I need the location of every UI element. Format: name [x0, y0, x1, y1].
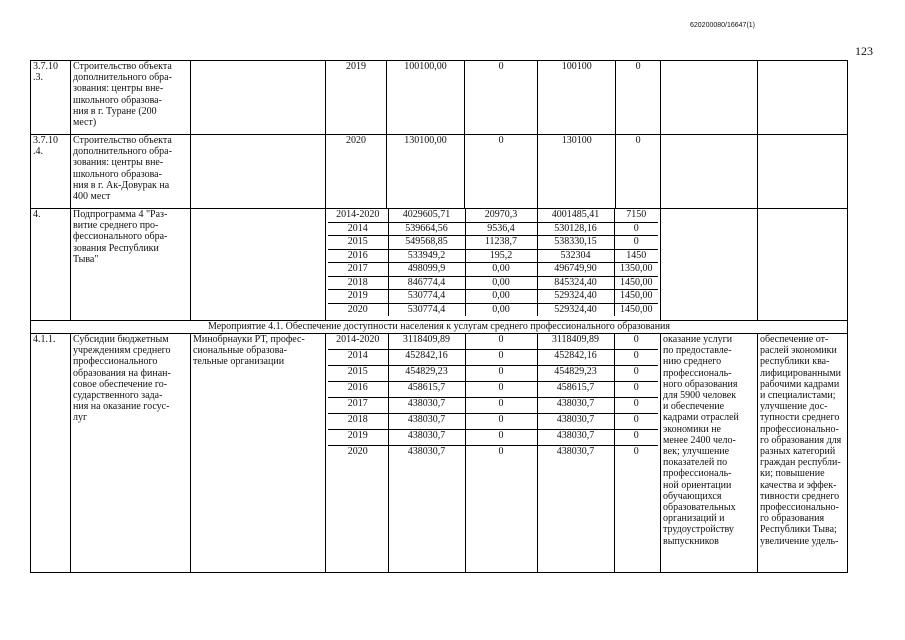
year: 2015 — [328, 366, 388, 382]
year: 2014 — [328, 350, 388, 366]
republic: 454829,23 — [537, 366, 614, 382]
total: 130100,00 — [386, 135, 464, 209]
local: 0 — [616, 61, 661, 135]
result — [758, 135, 848, 209]
local: 0 — [614, 334, 658, 350]
federal: 11238,7 — [465, 236, 537, 250]
year-row — [328, 249, 658, 263]
year-row — [328, 290, 658, 304]
indicator — [661, 61, 758, 135]
republic: 530128,16 — [537, 222, 614, 236]
republic: 538330,15 — [537, 236, 614, 250]
republic: 4001485,41 — [537, 209, 614, 222]
indicator — [661, 135, 758, 209]
row-number: 3.7.10 .4. — [31, 135, 71, 209]
republic: 845324,40 — [537, 276, 614, 290]
local: 0 — [614, 222, 658, 236]
table-row — [31, 334, 848, 573]
year: 2014-2020 — [336, 209, 380, 220]
year: 2019 — [328, 290, 388, 304]
local: 0 — [614, 398, 658, 414]
year-row — [328, 222, 658, 236]
section-title: Мероприятие 4.1. Обеспечение доступности населения к услугам среднего профессионального образования — [31, 321, 848, 334]
federal: 0,00 — [465, 276, 537, 290]
table-row — [31, 135, 848, 209]
total: 452842,16 — [388, 350, 465, 366]
total: 549568,85 — [388, 236, 465, 250]
total: 438030,7 — [388, 446, 465, 573]
republic: 438030,7 — [537, 414, 614, 430]
year: 2018 — [328, 276, 388, 290]
local: 0 — [614, 446, 658, 573]
total: 438030,7 — [388, 398, 465, 414]
executor: Минобрнауки РТ, профес- сиональные образова- тельные организации — [191, 334, 326, 573]
total: 458615,7 — [388, 382, 465, 398]
row-number: 4. — [31, 209, 71, 321]
federal: 0 — [465, 430, 537, 446]
federal: 20970,3 — [465, 209, 537, 222]
federal: 0 — [465, 350, 537, 366]
executor — [191, 61, 326, 135]
year-row — [328, 382, 658, 398]
indicator — [661, 209, 758, 321]
table-row — [31, 209, 848, 321]
local: 1450,00 — [614, 276, 658, 290]
activity-years-cell — [326, 334, 661, 573]
year-row — [328, 236, 658, 250]
year: 2018 — [328, 414, 388, 430]
executor — [191, 135, 326, 209]
federal: 9536,4 — [465, 222, 537, 236]
total: 533949,2 — [388, 249, 465, 263]
local: 0 — [614, 350, 658, 366]
year: 2014 — [328, 222, 388, 236]
local: 1450,00 — [614, 290, 658, 304]
year-row — [328, 446, 658, 573]
republic: 100100 — [538, 61, 616, 135]
result: обеспечение от- раслей экономики республики ква- лифицированными рабочими кадрами и специалистами; улучшение дос- тупности среднего профессионально- го образования для разных категорий граждан республи- ки; повышение качества и эффек- тивности среднего профессионально- го образования Республики Тыва; увеличение удель- — [758, 334, 848, 573]
page-number: 123 — [855, 44, 873, 58]
year-row — [328, 414, 658, 430]
section-row — [31, 321, 848, 334]
local: 1450,00 — [614, 303, 658, 316]
local: 0 — [614, 382, 658, 398]
republic: 438030,7 — [537, 430, 614, 446]
program-table — [30, 60, 848, 573]
federal: 0 — [465, 366, 537, 382]
federal: 0 — [465, 61, 538, 135]
year-row — [328, 263, 658, 277]
year-row — [328, 366, 658, 382]
republic: 529324,40 — [537, 290, 614, 304]
local: 1350,00 — [614, 263, 658, 277]
total: 438030,7 — [388, 414, 465, 430]
federal: 0 — [465, 135, 538, 209]
federal: 0 — [465, 382, 537, 398]
total: 3118409,89 — [388, 334, 465, 350]
indicator: оказание услуги по предоставле- нию среднего профессиональ- ного образования для 5900 человек и обеспечение кадрами отраслей экономики не менее 2400 чело- век; улучшение показателей по профессиональ- ной ориентации обучающихся образовательных организаций и трудоустройству выпускников — [661, 334, 758, 573]
total: 100100,00 — [386, 61, 464, 135]
local: 1450 — [614, 249, 658, 263]
year-row — [328, 334, 658, 350]
year: 2017 — [328, 398, 388, 414]
year-row — [328, 303, 658, 316]
result — [758, 209, 848, 321]
activity-name: Строительство объекта дополнительного обра- зования: центры вне- школьного образова- ния в г. Ак-Довурак на 400 мест — [71, 135, 191, 209]
total: 498099,9 — [388, 263, 465, 277]
total: 530774,4 — [388, 290, 465, 304]
republic: 3118409,89 — [537, 334, 614, 350]
year: 2016 — [328, 382, 388, 398]
year-row — [328, 350, 658, 366]
executor — [191, 209, 326, 321]
document-id: 620200080/16647(1) — [690, 22, 756, 29]
local: 0 — [614, 430, 658, 446]
republic: 496749,90 — [537, 263, 614, 277]
activity-name: Строительство объекта дополнительного обра- зования: центры вне- школьного образова- ния в г. Туране (200 мест) — [71, 61, 191, 135]
total: 4029605,71 — [388, 209, 465, 222]
total: 454829,23 — [388, 366, 465, 382]
republic: 130100 — [538, 135, 616, 209]
row-number: 3.7.10 .3. — [31, 61, 71, 135]
row-number: 4.1.1. — [31, 334, 71, 573]
local: 0 — [614, 366, 658, 382]
republic: 529324,40 — [537, 303, 614, 316]
federal: 0 — [465, 414, 537, 430]
year-row — [328, 398, 658, 414]
result — [758, 61, 848, 135]
year: 2019 — [328, 430, 388, 446]
table-row — [31, 61, 848, 135]
total: 438030,7 — [388, 430, 465, 446]
year: 2019 — [326, 61, 387, 135]
activity-name: Субсидии бюджетным учреждениям среднего профессионального образования на финан- совое обеспечение го- сударственного зада- ния на оказание госус- луг — [71, 334, 191, 573]
subprogram-years-cell — [326, 209, 661, 321]
year: 2016 — [328, 249, 388, 263]
year-row — [328, 430, 658, 446]
federal: 0,00 — [465, 263, 537, 277]
republic: 452842,16 — [537, 350, 614, 366]
year: 2015 — [328, 236, 388, 250]
federal: 0 — [465, 334, 537, 350]
year: 2020 — [328, 303, 388, 316]
federal: 0 — [465, 446, 537, 573]
republic: 438030,7 — [537, 398, 614, 414]
total: 846774,4 — [388, 276, 465, 290]
republic: 458615,7 — [537, 382, 614, 398]
federal: 0 — [465, 398, 537, 414]
total: 539664,56 — [388, 222, 465, 236]
year: 2020 — [328, 446, 388, 573]
activity-years-table — [328, 334, 658, 572]
subprogram-years-table — [328, 209, 658, 316]
local: 7150 — [614, 209, 658, 222]
federal: 0,00 — [465, 303, 537, 316]
year: 2017 — [328, 263, 388, 277]
year: 2020 — [326, 135, 387, 209]
local: 0 — [616, 135, 661, 209]
federal: 195,2 — [465, 249, 537, 263]
year-row — [328, 209, 658, 222]
republic: 438030,7 — [537, 446, 614, 573]
activity-name: Подпрограмма 4 "Раз- витие среднего про- фессионального обра- зования Республики Тыва" — [71, 209, 191, 321]
year: 2014-2020 — [336, 334, 380, 345]
local: 0 — [614, 414, 658, 430]
republic: 532304 — [537, 249, 614, 263]
federal: 0,00 — [465, 290, 537, 304]
local: 0 — [614, 236, 658, 250]
year-row — [328, 276, 658, 290]
total: 530774,4 — [388, 303, 465, 316]
